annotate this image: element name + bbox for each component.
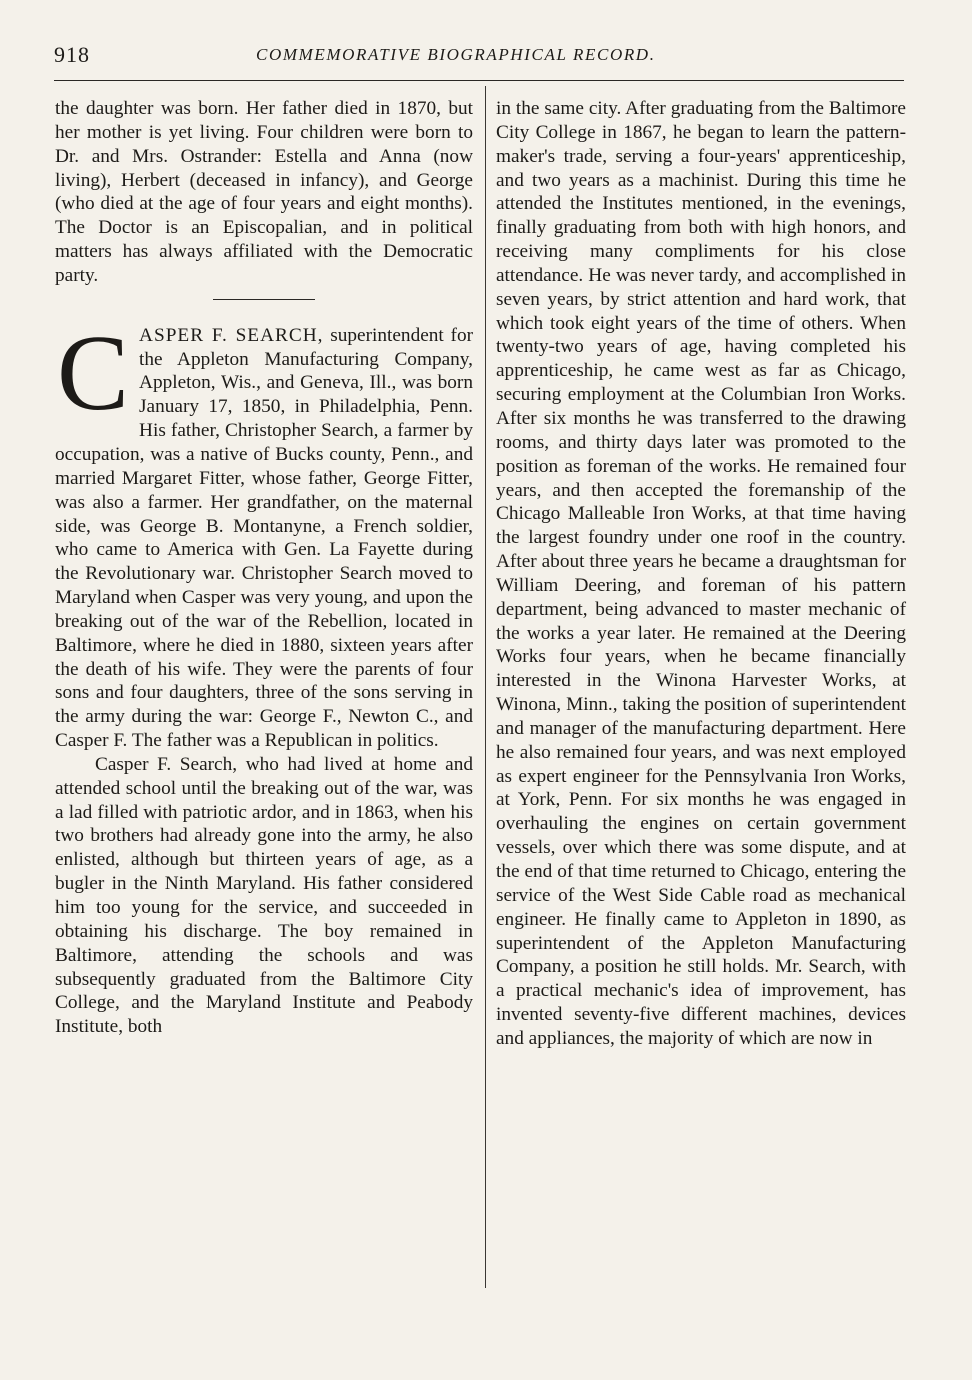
paragraph-ostrander-family: the daughter was born. Her father died in 1870, but her mother is yet living. Four children were born to Dr. and Mrs. Ostrander: Estella and Anna (now living), Herbert (deceased in infancy), and George (who died at the age of four years and eight months). The Doctor is an Episcopalian, and in political matters has always affiliated with the Democratic party.	[55, 98, 473, 286]
section-divider	[213, 299, 315, 300]
paragraph-search-career: in the same city. After graduating from the Baltimore City College in 1867, he began to learn the pattern-maker's trade, serving a four-years' apprenticeship, and two years as a machinist. During this time he attended the Institutes mentioned, in the evenings, finally graduating from both with high honors, and receiving many compliments for his close attendance. He was never tardy, and accomplished in seven years, by strict attention and hard work, that which took eight years of the time of others. When twenty-two years of age, having completed his apprenticeship, he came west as far as Chicago, securing employment at the Columbian Iron Works. After six months he was transferred to the drawing rooms, and thirty days later was promoted to the position as foreman of the works. He remained four years, and then accepted the foremanship of the Chicago Malleable Iron Works, at that time having the largest foundry under one roof in the country. After about three years he became a draughtsman for William Deering, and foreman of his pattern department, being advanced to master mechanic of the works a year later. He remained at the Deering Works four years, when he became financially interested in the Winona Harvester Works, at Winona, Minn., taking the position of superintendent and manager of the manufacturing department. Here he also remained four years, and was next employed as expert engineer for the Pennsylvania Iron Works, at York, Penn. For six months he was engaged in overhauling the engines on certain government vessels, over which there was some dispute, and at the end of that time returned to Chicago, entering the service of the West Side Cable road as mechanical engineer. He finally came to Appleton in 1890, as superintendent of the Appleton Manufacturing Company, a position he still holds. Mr. Search, with a practical mechanic's idea of improvement, has invented seventy-five different machines, devices and appliances, the majority of which are now in	[496, 98, 906, 1049]
running-title: COMMEMORATIVE BIOGRAPHICAL RECORD.	[256, 45, 656, 64]
page-header	[54, 42, 904, 72]
header-rule	[54, 80, 904, 81]
right-column	[496, 97, 906, 1051]
column-divider	[485, 86, 486, 1288]
paragraph-search-intro-text: superintendent for the Appleton Manufacturing Company, Appleton, Wis., and Geneva, Ill., was born January 17, 1850, in Philadelphia, Penn. His father, Christopher Search, a farmer by occupation, was a native of Bucks county, Penn., and married Margaret Fitter, whose father, George Fitter, was also a farmer. Her grandfather, on the maternal side, was George B. Montanyne, a French soldier, who came to America with Gen. La Fayette during the Revolutionary war. Christopher Search moved to Maryland when Casper was very young, and upon the breaking out of the war of the Rebellion, located in Baltimore, where he died in 1880, sixteen years after the death of his wife. They were the parents of four sons and four daughters, three of the sons serving in the army during the war: George F., Newton C., and Casper F. The father was a Republican in politics.	[55, 324, 474, 752]
left-column	[55, 97, 473, 1039]
drop-cap-letter: C	[57, 313, 130, 433]
paragraph-search-youth: Casper F. Search, who had lived at home and attended school until the breaking out of the war, was a lad filled with patriotic ardor, and in 1863, when his two brothers had already gone into the army, he also enlisted, although but thirteen years of age, as a bugler in the Ninth Maryland. His father considered him too young for the service, and succeeded in obtaining his discharge. The boy remained in Baltimore, attending the schools and was subsequently graduated from the Baltimore City College, and the Maryland Institute and Peabody Institute, both	[55, 753, 473, 1038]
paragraph-search-intro	[55, 313, 474, 753]
page-number: 918	[54, 42, 90, 67]
subject-name-caps: ASPER F. SEARCH,	[139, 324, 324, 346]
